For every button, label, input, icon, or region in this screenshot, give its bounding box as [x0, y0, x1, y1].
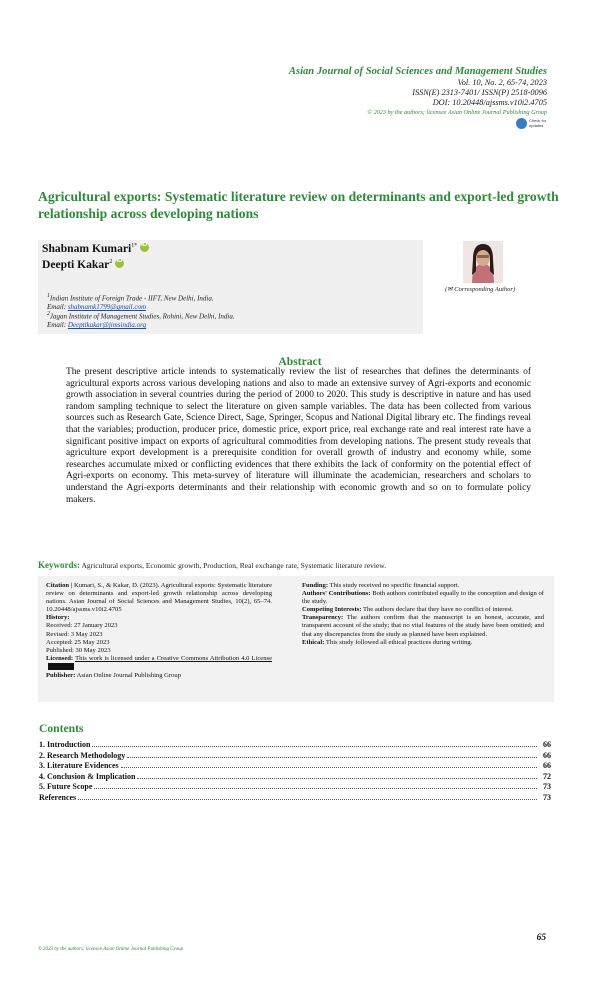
- publisher-label: Publisher:: [46, 672, 76, 680]
- competing-label: Competing Interests:: [302, 606, 362, 614]
- affiliation-sup: 2: [47, 311, 50, 317]
- volume-line: Vol. 10, No. 2, 65-74, 2023: [457, 78, 547, 87]
- abstract-heading: Abstract: [278, 355, 322, 368]
- info-right: [302, 582, 544, 647]
- license: [46, 655, 272, 672]
- author-photo: [463, 241, 503, 283]
- header-copyright: © 2023 by the authors; licensee Asian Online Journal Publishing Group: [367, 109, 547, 116]
- affiliation-text: Jagan Institute of Management Studies, Rohini, New Delhi, India.: [49, 312, 235, 321]
- article-title: Agricultural exports: Systematic literature review on determinants and export-led growth relationship across developing nations: [38, 189, 559, 221]
- contributions-text: Both authors contributed equally to the conception and design of the study.: [302, 590, 544, 606]
- email-link[interactable]: Deeptikakar@jimsindia.org: [67, 321, 147, 330]
- abstract-text: The present descriptive article intends to systematically review the list of researches that defines the determinants of agricultural exports across various developing nations and also to made an extensive survey of Agri-exports and economic growth association in several countries during the period of 2000 to 2020. This study is descriptive in nature and has used random sampling technique to select the literature on given sample variables. The data has been collected from various sources such as Research Gate, Science Direct, Sage, Springer, Scopus and National Digital library etc. The findings reveal that the variables; production, producer price, domestic price, export price, real exchange rate and real interest rate have a significant positive impact on exports of agricultural commodities from developing nations. The present study reveals that agriculture export development is a prerequisite condition for overall growth of industry and economy while, some researches accumulate mixed or conflicting evidences that there exhibits the lack of conformity on the potential effect of Agri-exports on economy. This meta-survey of literature will illuminate the academician, researchers and scholars to understand the Agri-exports determinants and their relationship with economic growth and so on to formulate policy makers.: [66, 367, 531, 505]
- toc-item-label: 5. Future Scope: [39, 782, 93, 791]
- toc-item-page: 66: [543, 761, 551, 770]
- keywords-label: Keywords:: [38, 560, 80, 570]
- toc-item-label: 3. Literature Evidences: [39, 761, 119, 770]
- toc-list: [39, 739, 551, 802]
- crossmark-icon: [516, 118, 527, 129]
- citation-label: Citation |: [46, 582, 73, 589]
- history-label: History:: [46, 614, 70, 622]
- toc-leader: [78, 792, 537, 800]
- competing-interests: [302, 606, 544, 614]
- publisher: [46, 672, 272, 680]
- journal-name[interactable]: Asian Journal of Social Sciences and Management Studies: [288, 66, 547, 77]
- toc-item-page: 66: [543, 740, 551, 749]
- crossmark-label: Check for updates: [529, 118, 547, 128]
- transparency: [302, 614, 544, 638]
- toc-item[interactable]: [39, 781, 551, 792]
- toc-leader: [121, 760, 537, 768]
- toc-item[interactable]: [39, 760, 551, 771]
- author-marks: 2: [109, 259, 113, 266]
- toc-item[interactable]: [39, 792, 551, 803]
- article-info-box: [38, 576, 554, 702]
- email-link[interactable]: shabnamk1799@gmail.com: [67, 303, 146, 312]
- toc-item-page: 73: [543, 782, 551, 791]
- ethical-label: Ethical:: [302, 638, 325, 646]
- page-number: 65: [536, 933, 546, 943]
- toc-item[interactable]: [39, 771, 551, 782]
- contributions: [302, 590, 544, 606]
- competing-text: The authors declare that they have no conflict of interest.: [362, 606, 514, 614]
- toc-item[interactable]: [39, 739, 551, 750]
- journal-header: [207, 65, 547, 118]
- email-label: Email:: [47, 321, 67, 330]
- affiliation-text: Indian Institute of Foreign Trade - IIFT, New Delhi, India.: [49, 294, 214, 303]
- keywords-text: Agricultural exports, Economic growth, Production, Real exchange rate, Systematic literature review.: [81, 561, 387, 570]
- toc-item-label: 1. Introduction: [39, 740, 91, 749]
- published-date: Published: 30 May 2023: [46, 646, 111, 654]
- toc-leader: [94, 781, 537, 789]
- author-box: [38, 240, 423, 334]
- licensed-label: Licensed:: [46, 654, 74, 662]
- toc-leader: [127, 750, 537, 758]
- toc-item-label: 4. Conclusion & Implication: [39, 771, 136, 781]
- author-2: [42, 258, 124, 271]
- info-left: [46, 582, 272, 680]
- revised-date: Revised: 3 May 2023: [46, 630, 103, 638]
- affiliation-1: [47, 292, 214, 312]
- email-label: Email:: [47, 303, 67, 312]
- footer-copyright: © 2023 by the authors; licensee Asian Online Journal Publishing Group: [38, 947, 184, 952]
- table-of-contents: [38, 717, 554, 802]
- issn-line: ISSN(E) 2313-7401/ ISSN(P) 2518-0096: [412, 88, 547, 97]
- toc-item-page: 72: [543, 771, 551, 781]
- contents-heading: Contents: [39, 722, 84, 735]
- toc-leader: [92, 739, 537, 747]
- toc-leader: [137, 771, 537, 779]
- licensed-text[interactable]: This work is licensed under a Creative Commons Attribution 4.0 License: [75, 654, 272, 662]
- orcid-icon[interactable]: [115, 259, 124, 268]
- funding: [302, 582, 544, 590]
- history: [46, 614, 272, 654]
- received-date: Received: 27 January 2023: [46, 622, 118, 630]
- citation: [46, 582, 272, 614]
- cc-by-badge-icon[interactable]: [48, 663, 74, 670]
- doi-line[interactable]: DOI: 10.20448/ajssms.v10i2.4705: [432, 98, 547, 107]
- orcid-icon[interactable]: [140, 243, 149, 252]
- accepted-date: Accepted: 25 May 2023: [46, 638, 110, 646]
- affiliation-sup: 1: [47, 293, 50, 299]
- contributions-label: Authors' Contributions:: [302, 590, 371, 598]
- transparency-text: The authors confirm that the manuscript is an honest, accurate, and transparent account of the study; that no vital features of the study have been omitted; and that any discrepancies from the study as planned have been explained.: [302, 614, 545, 638]
- corresponding-author-note: (✉ Corresponding Author): [445, 286, 516, 293]
- citation-text: Kumari, S., & Kakar, D. (2023). Agricultural exports: Systematic literature review on determinants and export-led growth relationship across developing nations. Asian Journal of Social Sciences and Management Studies, 10(2), 65–74. 10.20448/ajssms.v10i2.4705: [46, 582, 273, 614]
- funding-text: This study received no specific financial support.: [329, 582, 460, 589]
- ethical-text: This study followed all ethical practices during writing.: [325, 638, 473, 646]
- author-name: Deepti Kakar: [42, 258, 110, 271]
- toc-item[interactable]: [39, 750, 551, 761]
- funding-label: Funding:: [302, 582, 329, 589]
- author-marks: 1*: [131, 243, 138, 250]
- keywords: [38, 560, 568, 570]
- author-name: Shabnam Kumari: [42, 242, 132, 255]
- toc-item-page: 66: [543, 750, 551, 760]
- transparency-label: Transparency:: [302, 614, 344, 622]
- toc-item-label: References: [39, 792, 77, 802]
- toc-item-page: 73: [543, 792, 551, 802]
- toc-item-label: 2. Research Methodology: [39, 750, 126, 760]
- ethical: [302, 639, 544, 647]
- affiliation-2: [47, 310, 235, 330]
- crossmark-badge[interactable]: [516, 116, 548, 132]
- publisher-text: Asian Online Journal Publishing Group: [76, 672, 182, 680]
- author-1: [42, 242, 149, 255]
